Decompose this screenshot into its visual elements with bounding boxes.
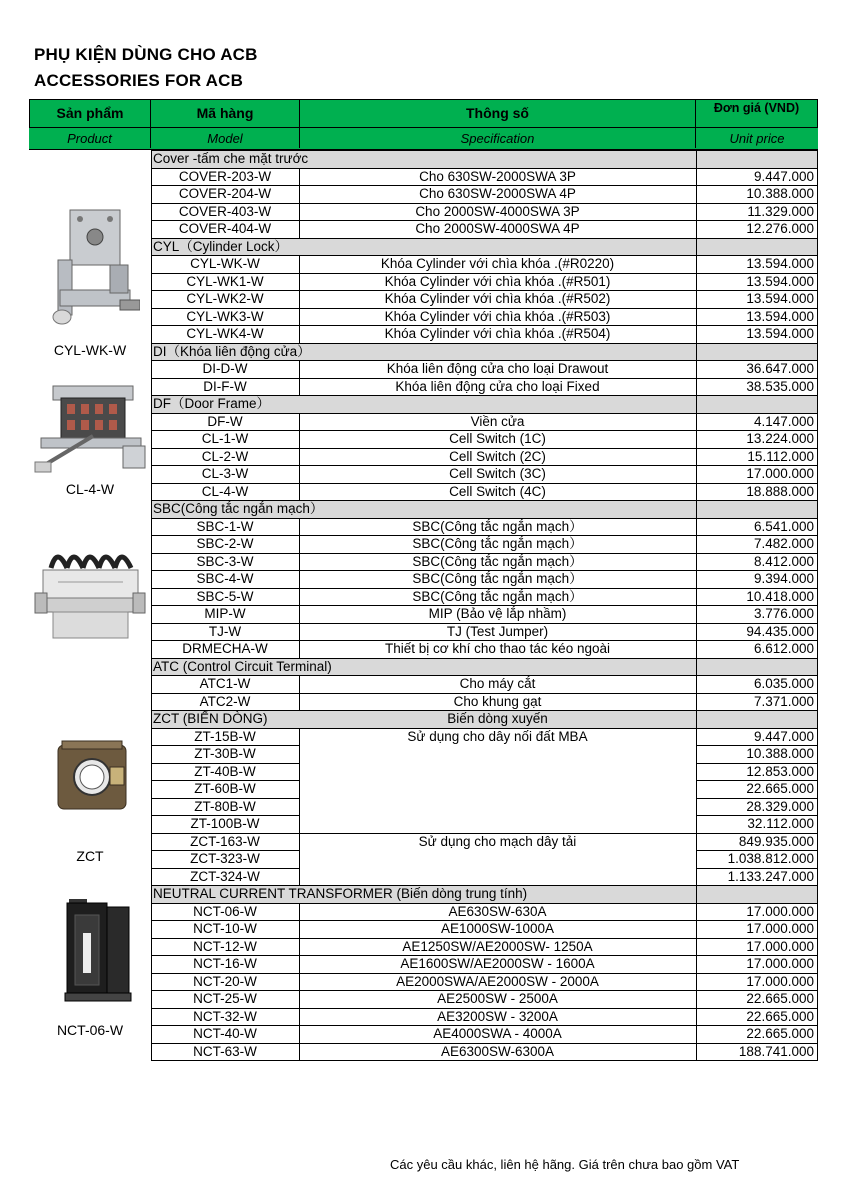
spec-cell: SBC(Công tắc ngắn mạch） <box>412 518 583 534</box>
spec-cell: Cho 2000SW-4000SWA 3P <box>415 203 580 219</box>
model-cell: ZCT-323-W <box>190 851 260 866</box>
table-row <box>151 413 818 431</box>
model-cell: ZCT-163-W <box>190 833 260 849</box>
table-row <box>151 938 818 956</box>
price-cell: 849.935.000 <box>738 833 814 849</box>
spec-cell: Cell Switch (4C) <box>449 483 546 499</box>
section-spec: Biến dòng xuyến <box>447 711 548 726</box>
table-row <box>151 605 818 623</box>
price-cell: 22.665.000 <box>746 1008 814 1024</box>
price-cell: 13.594.000 <box>746 273 814 289</box>
table-row <box>151 973 818 991</box>
price-cell: 28.329.000 <box>746 798 814 814</box>
price-cell: 9.447.000 <box>753 168 814 184</box>
spec-cell: Khóa Cylinder với chìa khóa .(#R504) <box>384 326 611 341</box>
price-cell: 32.112.000 <box>747 816 814 831</box>
section-row <box>151 500 818 518</box>
table-row <box>151 220 818 238</box>
model-cell: NCT-20-W <box>193 973 257 989</box>
table-row <box>151 378 818 396</box>
table-row <box>151 815 818 833</box>
price-cell: 36.647.000 <box>746 361 814 376</box>
model-cell: TJ-W <box>208 623 242 639</box>
model-cell: NCT-06-W <box>193 903 257 919</box>
price-cell: 9.394.000 <box>753 571 814 586</box>
price-cell: 188.741.000 <box>738 1043 814 1059</box>
spec-cell: AE4000SWA - 4000A <box>433 1026 562 1041</box>
table-row <box>151 623 818 641</box>
price-cell: 17.000.000 <box>746 903 814 919</box>
model-cell: ZT-100B-W <box>190 816 260 831</box>
model-cell: NCT-32-W <box>193 1008 257 1024</box>
model-cell: CYL-WK3-W <box>186 308 264 324</box>
spec-cell: Khóa Cylinder với chìa khóa .(#R501) <box>384 273 611 289</box>
price-cell: 13.594.000 <box>746 291 814 306</box>
model-cell: ZT-40B-W <box>194 763 256 779</box>
price-cell: 15.112.000 <box>747 448 814 464</box>
table-row <box>151 763 818 781</box>
model-cell: COVER-403-W <box>178 203 272 219</box>
section-label: ATC (Control Circuit Terminal) <box>153 658 332 674</box>
spec-cell: Viền cửa <box>470 413 525 429</box>
header-model: Mã hàng <box>151 99 300 127</box>
table-row <box>151 588 818 606</box>
table-row <box>151 693 818 711</box>
table-row <box>151 1008 818 1026</box>
price-cell: 38.535.000 <box>746 378 814 394</box>
table-row <box>151 745 818 763</box>
table-row <box>151 360 818 378</box>
price-cell: 13.594.000 <box>746 256 814 271</box>
price-cell: 3.776.000 <box>753 606 814 621</box>
price-cell: 6.541.000 <box>753 518 814 534</box>
table-header <box>29 99 818 150</box>
price-cell: 6.612.000 <box>753 641 814 656</box>
table-row <box>151 990 818 1008</box>
spec-cell: Cho 630SW-2000SWA 3P <box>419 168 576 184</box>
price-cell: 6.035.000 <box>753 676 814 691</box>
section-label: CYL（Cylinder Lock） <box>153 238 289 254</box>
model-cell: CYL-WK4-W <box>186 326 264 341</box>
table-row <box>151 203 818 221</box>
model-cell: CYL-WK-W <box>190 256 260 271</box>
header-spec-en: Specification <box>300 128 696 148</box>
table-row <box>151 290 818 308</box>
table-row <box>151 798 818 816</box>
zct-transformer-image <box>52 737 132 817</box>
model-cell: DI-F-W <box>203 378 247 394</box>
table-row <box>151 955 818 973</box>
spec-cell: Cho 630SW-2000SWA 4P <box>419 186 576 201</box>
model-cell: NCT-12-W <box>193 938 257 954</box>
spec-cell: SBC(Công tắc ngắn mạch） <box>412 571 583 586</box>
table-row <box>151 850 818 868</box>
price-cell: 1.038.812.000 <box>727 851 814 866</box>
spec-cell: SBC(Công tắc ngắn mạch） <box>412 588 583 604</box>
model-cell: COVER-404-W <box>178 221 272 236</box>
spec-cell: Khóa Cylinder với chìa khóa .(#R502) <box>384 291 611 306</box>
model-cell: SBC-4-W <box>196 571 254 586</box>
spec-cell: Cho 2000SW-4000SWA 4P <box>415 221 580 236</box>
price-cell: 8.412.000 <box>753 553 814 569</box>
price-cell: 10.388.000 <box>746 186 814 201</box>
price-table <box>151 150 818 1060</box>
model-cell: MIP-W <box>204 606 246 621</box>
price-cell: 9.447.000 <box>753 728 814 744</box>
cell-switch-image <box>33 378 148 478</box>
model-cell: ATC1-W <box>199 676 251 691</box>
table-row <box>151 675 818 693</box>
table-row <box>151 308 818 326</box>
price-cell: 12.276.000 <box>746 221 814 236</box>
sbc-switch-image <box>33 538 148 653</box>
nct-transformer-image <box>57 893 137 1008</box>
table-row <box>151 780 818 798</box>
model-cell: NCT-40-W <box>193 1026 257 1041</box>
table-row <box>151 553 818 571</box>
header-price-en: Unit price <box>729 130 785 146</box>
table-row <box>151 535 818 553</box>
product-label-cl: CL-4-W <box>65 481 115 497</box>
model-cell: CL-4-W <box>201 483 249 499</box>
price-cell: 22.665.000 <box>746 991 814 1006</box>
spec-cell: AE2000SWA/AE2000SW - 2000A <box>396 973 599 989</box>
price-cell: 1.133.247.000 <box>727 868 814 884</box>
table-row <box>151 325 818 343</box>
header-spec: Thông số <box>300 99 696 127</box>
table-row <box>151 448 818 466</box>
price-cell: 22.665.000 <box>746 781 814 796</box>
price-cell: 17.000.000 <box>746 973 814 989</box>
table-row <box>151 1043 818 1061</box>
table-row <box>151 640 818 658</box>
model-cell: CYL-WK2-W <box>186 291 264 306</box>
model-cell: NCT-25-W <box>193 991 257 1006</box>
spec-cell: AE2500SW - 2500A <box>437 991 558 1006</box>
section-label: Cover -tấm che mặt trước <box>153 151 309 166</box>
price-cell: 11.329.000 <box>747 203 814 219</box>
spec-cell: Cho máy cắt <box>459 676 536 691</box>
spec-cell: Sử dụng cho dây nối đất MBA <box>407 728 588 744</box>
header-product-en: Product <box>29 128 151 148</box>
price-cell: 13.594.000 <box>746 308 814 324</box>
table-row <box>151 273 818 291</box>
price-cell: 7.482.000 <box>753 536 814 551</box>
model-cell: ZT-80B-W <box>194 798 256 814</box>
product-label-nct: NCT-06-W <box>56 1022 124 1038</box>
spec-cell: Sử dụng cho mạch dây tải <box>418 833 577 849</box>
price-cell: 13.594.000 <box>746 326 814 341</box>
spec-cell: SBC(Công tắc ngắn mạch） <box>412 536 583 551</box>
spec-cell: MIP (Bảo vệ lắp nhầm) <box>428 606 567 621</box>
price-cell: 17.000.000 <box>746 938 814 954</box>
table-row <box>151 833 818 851</box>
table-row <box>151 728 818 746</box>
price-cell: 12.853.000 <box>746 763 814 779</box>
model-cell: SBC-5-W <box>196 588 254 604</box>
price-cell: 4.147.000 <box>753 413 814 429</box>
table-row <box>151 430 818 448</box>
spec-cell: Khóa Cylinder với chìa khóa .(#R0220) <box>380 256 615 271</box>
model-cell: DF-W <box>207 413 243 429</box>
spec-cell: Khóa liên động cửa cho loại Fixed <box>395 378 600 394</box>
model-cell: SBC-3-W <box>196 553 254 569</box>
title-en: ACCESSORIES FOR ACB <box>34 71 244 90</box>
spec-cell: Cell Switch (3C) <box>449 466 546 481</box>
price-cell: 13.224.000 <box>746 431 814 446</box>
spec-cell: AE1600SW/AE2000SW - 1600A <box>400 956 595 971</box>
spec-cell: AE3200SW - 3200A <box>437 1008 558 1024</box>
spec-cell: Cell Switch (1C) <box>449 431 546 446</box>
model-cell: CL-1-W <box>201 431 249 446</box>
table-row <box>151 518 818 536</box>
section-row <box>151 343 818 361</box>
table-row <box>151 185 818 203</box>
model-cell: ATC2-W <box>199 693 251 709</box>
spec-cell: AE6300SW-6300A <box>440 1043 555 1059</box>
section-row <box>151 150 818 168</box>
product-label-zct: ZCT <box>76 848 104 864</box>
spec-cell: Cell Switch (2C) <box>449 448 546 464</box>
section-row <box>151 395 818 413</box>
model-cell: DI-D-W <box>202 361 248 376</box>
model-cell: DRMECHA-W <box>182 641 268 656</box>
price-cell: 18.888.000 <box>746 483 814 499</box>
spec-cell: AE630SW-630A <box>448 903 547 919</box>
spec-cell: Khóa Cylinder với chìa khóa .(#R503) <box>384 308 611 324</box>
spec-cell: Khóa liên động cửa cho loại Drawout <box>386 361 609 376</box>
price-cell: 17.000.000 <box>746 956 814 971</box>
price-cell: 17.000.000 <box>746 466 814 481</box>
spec-cell: AE1000SW-1000A <box>440 921 555 936</box>
product-label-cyl: CYL-WK-W <box>53 342 127 358</box>
model-cell: COVER-204-W <box>178 186 272 201</box>
header-price: Đơn giá (VND) <box>696 99 818 127</box>
footer-note: Các yêu cầu khác, liên hệ hãng. Giá trên chưa bao gồm VAT <box>390 1157 740 1172</box>
table-row <box>151 920 818 938</box>
model-cell: ZT-30B-W <box>194 746 256 761</box>
price-cell: 22.665.000 <box>746 1026 814 1041</box>
section-label: DF（Door Frame） <box>153 396 271 411</box>
title-vi: PHỤ KIỆN DÙNG CHO ACB <box>34 45 258 64</box>
model-cell: SBC-1-W <box>196 518 254 534</box>
spec-cell: TJ (Test Jumper) <box>446 623 549 639</box>
spec-cell: SBC(Công tắc ngắn mạch） <box>412 553 583 569</box>
price-cell: 10.388.000 <box>746 746 814 761</box>
section-row <box>151 658 818 676</box>
model-cell: NCT-16-W <box>193 956 257 971</box>
spec-cell: AE1250SW/AE2000SW- 1250A <box>402 938 593 954</box>
price-cell: 10.418.000 <box>746 588 814 604</box>
spec-cell: Thiết bị cơ khí cho thao tác kéo ngoài <box>385 641 610 656</box>
model-cell: CL-2-W <box>201 448 249 464</box>
table-row <box>151 483 818 501</box>
model-cell: SBC-2-W <box>196 536 254 551</box>
table-row <box>151 868 818 886</box>
model-cell: CYL-WK1-W <box>186 273 264 289</box>
model-cell: NCT-63-W <box>193 1043 257 1059</box>
model-cell: ZT-60B-W <box>194 781 256 796</box>
model-cell: ZT-15B-W <box>194 728 256 744</box>
table-row <box>151 903 818 921</box>
section-label: DI（Khóa liên động cửa） <box>153 343 311 359</box>
section-label: ZCT (BIẾN DÒNG) <box>153 711 268 726</box>
section-row <box>151 885 818 903</box>
table-row <box>151 255 818 273</box>
table-row <box>151 1025 818 1043</box>
section-row <box>151 710 818 728</box>
table-row <box>151 168 818 186</box>
header-model-en: Model <box>151 128 300 148</box>
price-cell: 94.435.000 <box>746 623 814 639</box>
table-row <box>151 570 818 588</box>
section-label: NEUTRAL CURRENT TRANSFORMER (Biến dòng trung tính) <box>153 886 528 901</box>
price-cell: 17.000.000 <box>746 921 814 936</box>
model-cell: CL-3-W <box>201 466 249 481</box>
section-row <box>151 238 818 256</box>
model-cell: NCT-10-W <box>193 921 257 936</box>
header-product: Sản phẩm <box>29 99 151 127</box>
price-cell: 7.371.000 <box>753 693 814 709</box>
cylinder-lock-image <box>40 205 140 335</box>
spec-cell: Cho khung gạt <box>453 693 542 709</box>
model-cell: ZCT-324-W <box>190 868 260 884</box>
section-label: SBC(Công tắc ngắn mạch） <box>153 501 324 516</box>
table-row <box>151 465 818 483</box>
model-cell: COVER-203-W <box>178 168 272 184</box>
